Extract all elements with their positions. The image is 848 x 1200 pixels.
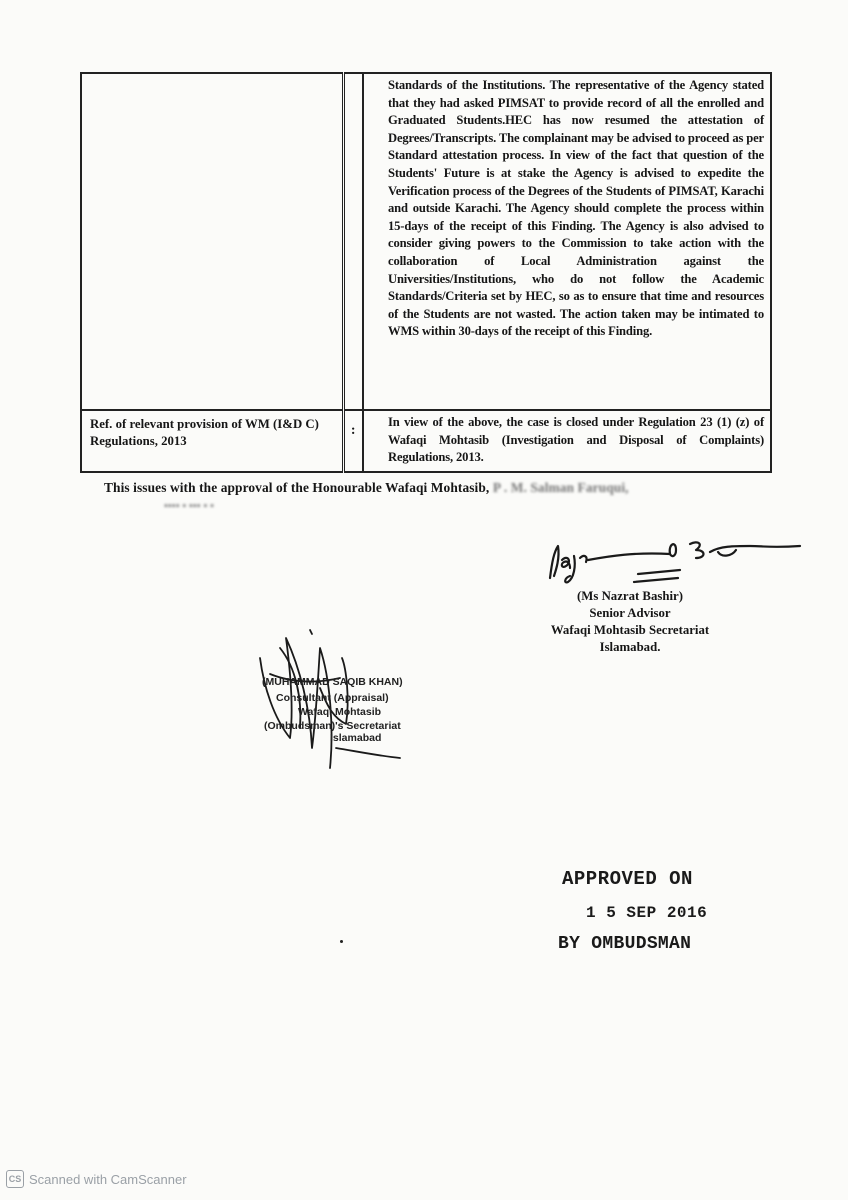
signatory-block (510, 588, 750, 656)
stamp-line-name: (MUHAMMAD SAQIB KHAN) (262, 676, 403, 688)
stamp-line-city: Islamabad (330, 732, 382, 744)
table-cell-colon-empty (343, 73, 363, 410)
table-row (81, 410, 771, 472)
signatory-city: Islamabad. (599, 640, 661, 654)
approval-statement (104, 480, 804, 496)
stamp-line-organization: Wafaqi Mohtasib (298, 706, 382, 718)
camscanner-icon: CS (6, 1170, 24, 1188)
approval-text: This issues with the approval of the Honourable Wafaqi Mohtasib, (104, 480, 490, 495)
signature-nazrat-bashir (540, 530, 810, 590)
scan-speck (340, 940, 343, 943)
signatory-name: (Ms Nazrat Bashir) (577, 589, 683, 603)
findings-table (80, 72, 772, 473)
obscured-title: ▪▪▪▪ ▪ ▪▪▪ ▪ ▪ (164, 500, 214, 512)
camscanner-label: Scanned with CamScanner (29, 1171, 187, 1187)
case-closure-text: In view of the above, the case is closed under Regulation 23 (1) (z) of Wafaqi Mohtasib (Investigation and Disposal of Complaints) Regulations, 2013. (363, 410, 771, 472)
table-cell-left-empty (81, 73, 343, 410)
approved-date: 1 5 SEP 2016 (586, 904, 708, 922)
regulation-reference-label: Ref. of relevant provision of WM (I&D C) Regulations, 2013 (81, 410, 343, 472)
stamp-line-designation: Consultant (Appraisal) (276, 692, 389, 704)
signatory-office: Wafaqi Mohtasib Secretariat (550, 623, 710, 637)
approved-on-label: APPROVED ON (562, 868, 693, 890)
approved-by-label: BY OMBUDSMAN (558, 934, 692, 954)
signatory-designation: Senior Advisor (589, 606, 671, 620)
findings-text-cell: Standards of the Institutions. The representative of the Agency stated that they had asked PIMSAT to provide record of all the enrolled and Graduated Students.HEC has now resumed the attestation of Degrees/Transcripts. The complainant may be advised to proceed as per Standard attestation process. In view of the fact that question of the Students' Future is at stake the Agency is advised to expedite the Verification process of the Degrees of the Students of PIMSAT, Karachi and outside Karachi. The Agency should complete the process within 15-days of the receipt of this Finding. The Agency is also advised to consider giving powers to the Commission to take action with the collaboration of Local Administration against the Universities/Institutions, who do not follow the Academic Standards/Criteria set by HEC, so as to ensure that time and resources of the Students are not wasted. The action taken may be intimated to WMS within 30-days of the receipt of this Finding. (363, 73, 771, 410)
obscured-name: P . M. Salman Faruqui, (492, 480, 629, 495)
stamp-line-secretariat: (Ombudsman)'s Secretariat (264, 720, 401, 732)
colon-separator: : (343, 410, 363, 472)
camscanner-watermark (6, 1170, 187, 1188)
table-row (81, 73, 771, 410)
